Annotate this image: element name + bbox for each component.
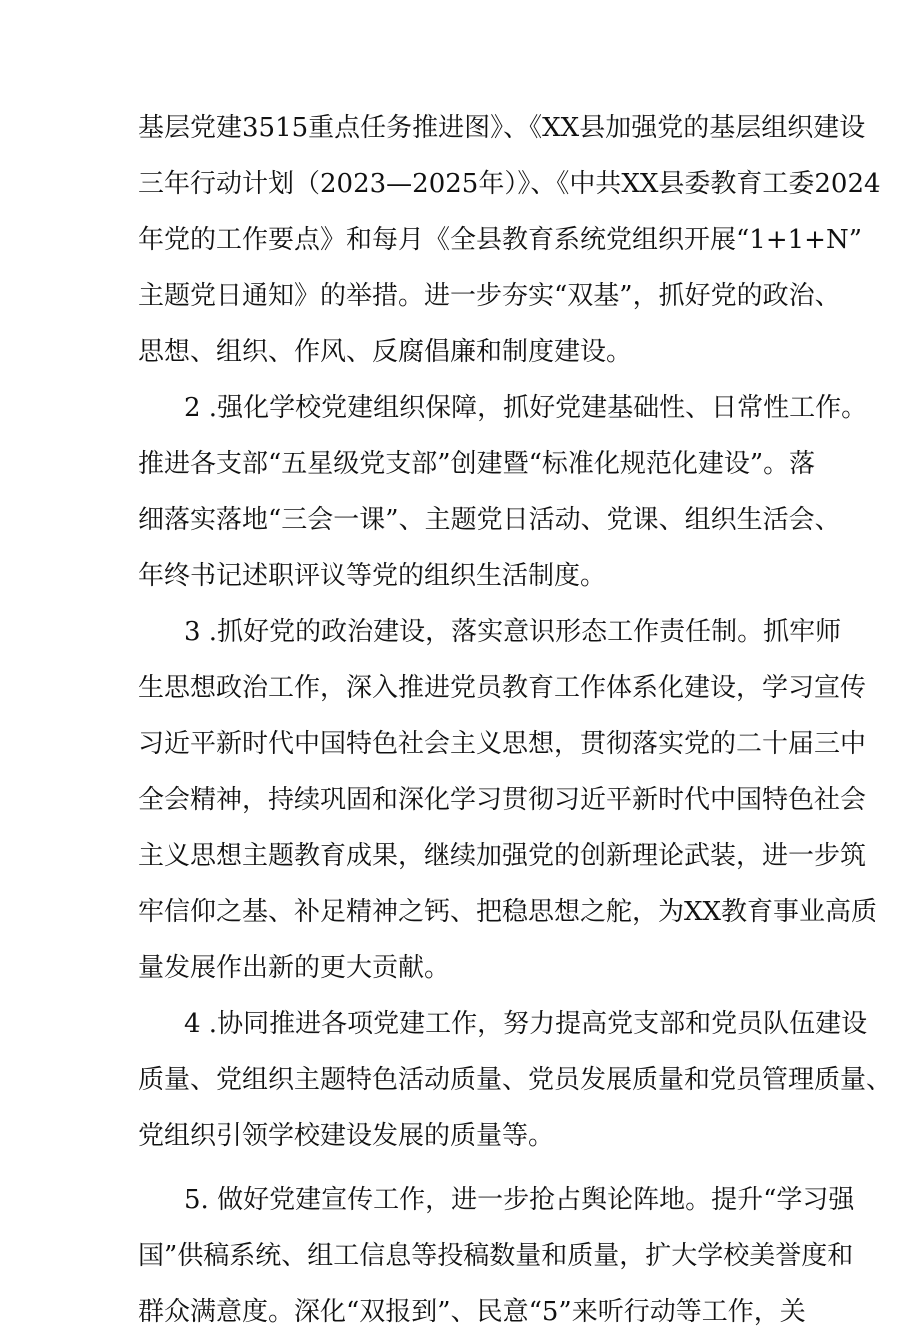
- text-line: 思想、组织、作风、反腐倡廉和制度建设。: [138, 337, 633, 367]
- text-line: 量发展作出新的更大贡献。: [138, 953, 451, 983]
- text-line: 全会精神，持续巩固和深化学习贯彻习近平新时代中国特色社会: [138, 785, 867, 815]
- document-body: [138, 100, 893, 1340]
- text-line: 习近平新时代中国特色社会主义思想，贯彻落实党的二十届三中: [138, 729, 867, 759]
- text-line: 细落实落地“三会一课”、主题党日活动、党课、组织生活会、: [138, 505, 841, 535]
- text-line: 基层党建3515重点任务推进图》、《XX县加强党的基层组织建设: [138, 113, 866, 143]
- text-line: 2 .强化学校党建组织保障，抓好党建基础性、日常性工作。: [184, 393, 868, 423]
- text-line: 年终书记述职评议等党的组织生活制度。: [138, 561, 607, 591]
- text-line: 生思想政治工作，深入推进党员教育工作体系化建设，学习宣传: [138, 673, 867, 703]
- paragraph-4: [138, 996, 893, 1164]
- text-line: 党组织引领学校建设发展的质量等。: [138, 1121, 555, 1151]
- text-line: 年党的工作要点》和每月《全县教育系统党组织开展“1+1+N”: [138, 225, 862, 255]
- paragraph-5: [138, 1172, 855, 1340]
- text-line: 5. 做好党建宣传工作，进一步抢占舆论阵地。提升“学习强: [184, 1185, 855, 1215]
- text-line: 国”供稿系统、组工信息等投稿数量和质量，扩大学校美誉度和: [138, 1241, 854, 1271]
- text-line: 三年行动计划（2023—2025年）》、《中共XX县委教育工委2024: [138, 169, 881, 199]
- text-line: 4 .协同推进各项党建工作，努力提高党支部和党员队伍建设: [184, 1009, 868, 1039]
- text-line: 质量、党组织主题特色活动质量、党员发展质量和党员管理质量、: [138, 1065, 893, 1095]
- text-line: 群众满意度。深化“双报到”、民意“5”来听行动等工作，关: [138, 1297, 806, 1327]
- text-line: 主义思想主题教育成果，继续加强党的创新理论武装，进一步筑: [138, 841, 867, 871]
- paragraph-1: [138, 100, 881, 380]
- paragraph-2: [138, 380, 868, 604]
- text-line: 3 .抓好党的政治建设，落实意识形态工作责任制。抓牢师: [184, 617, 842, 647]
- text-line: 牢信仰之基、补足精神之钙、把稳思想之舵，为XX教育事业高质: [138, 897, 878, 927]
- text-line: 推进各支部“五星级党支部”创建暨“标准化规范化建设”。落: [138, 449, 816, 479]
- paragraph-3: [138, 604, 878, 996]
- text-line: 主题党日通知》的举措。进一步夯实“双基”，抓好党的政治、: [138, 281, 841, 311]
